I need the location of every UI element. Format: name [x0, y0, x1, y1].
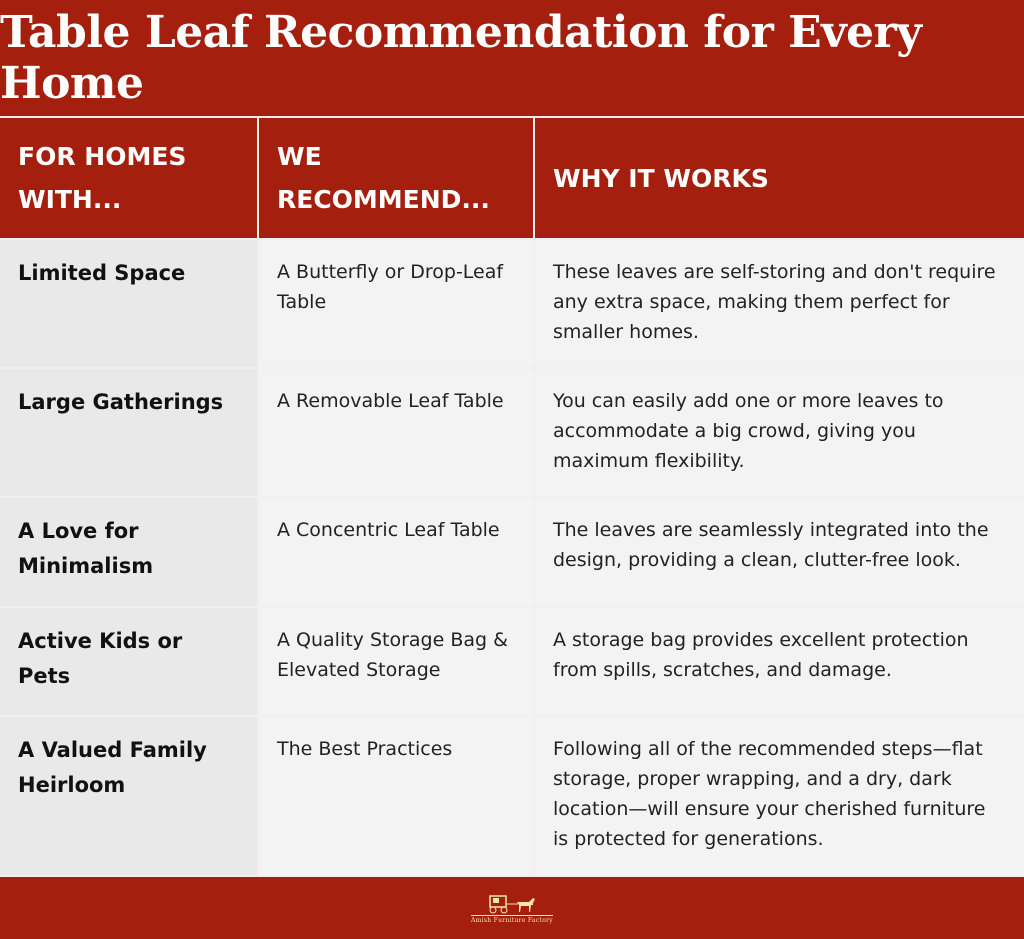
recommendation-table — [0, 116, 1024, 877]
home-type: A Valued Family Heirloom — [0, 716, 258, 876]
recommendation: A Concentric Leaf Table — [258, 497, 534, 607]
horse-buggy-icon — [482, 894, 542, 914]
home-type: Limited Space — [0, 239, 258, 368]
reason: A storage bag provides excellent protection from spills, scratches, and damage. — [534, 607, 1024, 716]
page-title: Table Leaf Recommendation for Every Home — [0, 7, 922, 109]
home-type: A Love for Minimalism — [0, 497, 258, 607]
reason: You can easily add one or more leaves to accommodate a big crowd, giving you maximum flexibility. — [534, 368, 1024, 497]
table-header-row — [0, 117, 1024, 239]
logo-text: Amish Furniture Factory — [471, 916, 553, 924]
header-homes-with: FOR HOMES WITH... — [0, 117, 258, 239]
table-row — [0, 497, 1024, 607]
footer — [0, 878, 1024, 939]
reason: These leaves are self-storing and don't require any extra space, making them perfect for smaller homes. — [534, 239, 1024, 368]
table-row — [0, 368, 1024, 497]
home-type: Large Gatherings — [0, 368, 258, 497]
recommendation: A Butterfly or Drop-Leaf Table — [258, 239, 534, 368]
reason: Following all of the recommended steps—flat storage, proper wrapping, and a dry, dark location—will ensure your cherished furniture is protected for generations. — [534, 716, 1024, 876]
home-type: Active Kids or Pets — [0, 607, 258, 716]
header-we-recommend: WE RECOMMEND... — [258, 117, 534, 239]
table-row — [0, 239, 1024, 368]
table-row — [0, 607, 1024, 716]
brand-logo — [471, 894, 553, 924]
reason: The leaves are seamlessly integrated into the design, providing a clean, clutter-free look. — [534, 497, 1024, 607]
recommendation: A Removable Leaf Table — [258, 368, 534, 497]
header-why-it-works: WHY IT WORKS — [534, 117, 1024, 239]
recommendation: The Best Practices — [258, 716, 534, 876]
recommendation: A Quality Storage Bag & Elevated Storage — [258, 607, 534, 716]
table-row — [0, 716, 1024, 876]
